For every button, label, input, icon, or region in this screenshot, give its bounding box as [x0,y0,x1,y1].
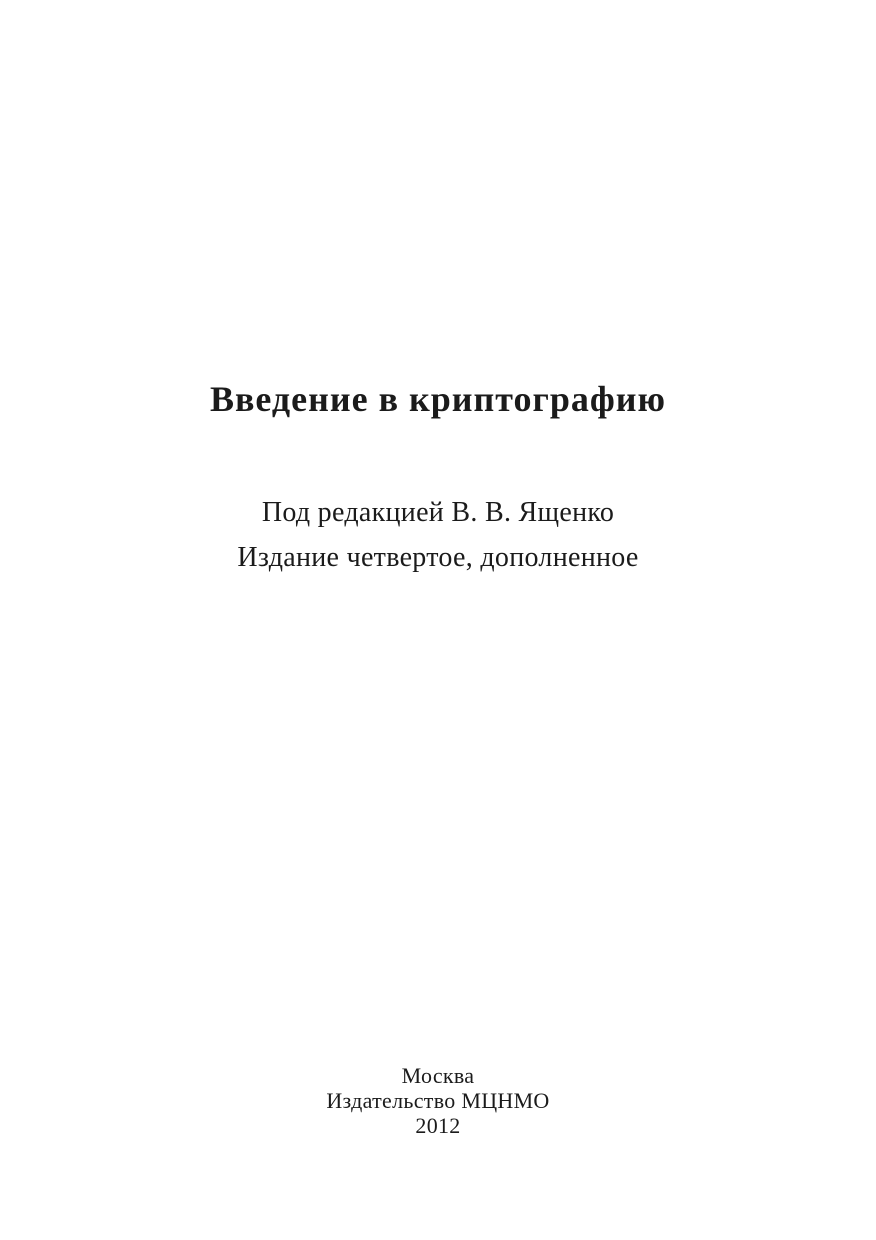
imprint-year: 2012 [415,1113,461,1138]
imprint-publisher: Издательство МЦНМО [326,1088,550,1113]
imprint-city: Москва [401,1063,475,1088]
imprint-block [0,1063,876,1138]
edition-line: Издание четвертое, дополненное [237,542,639,573]
book-title: Введение в криптографию [209,379,667,419]
editor-line: Под редакцией В. В. Ященко [261,497,615,528]
